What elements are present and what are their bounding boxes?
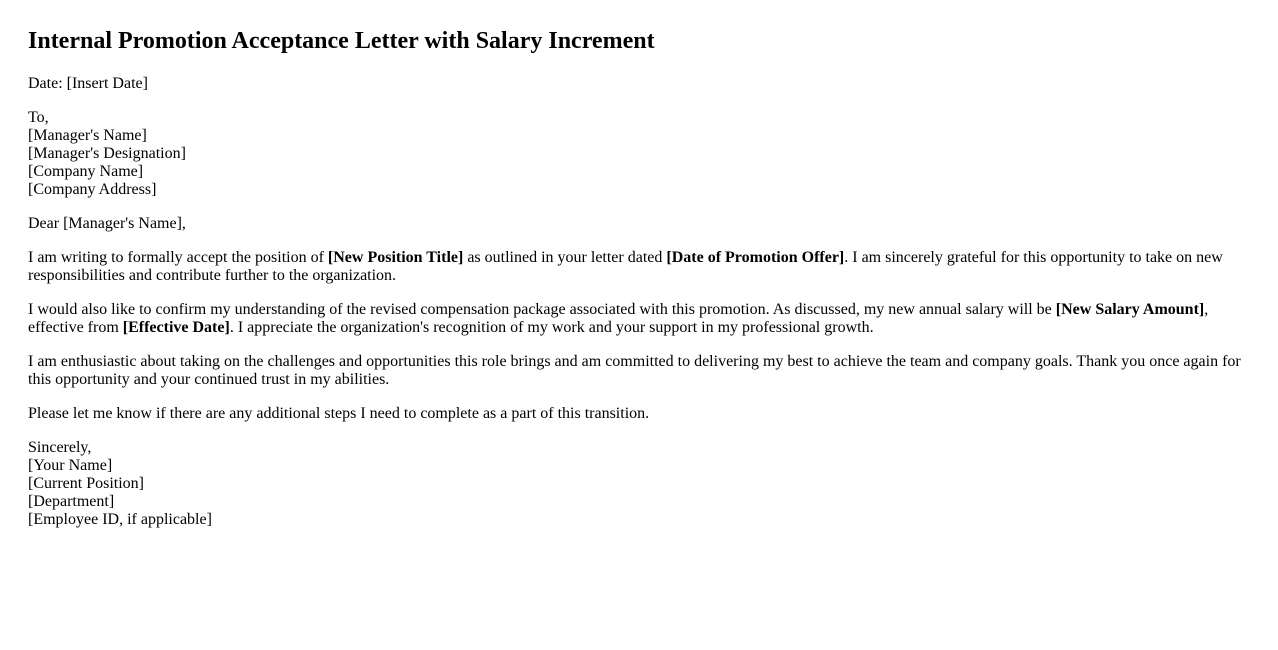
paragraph-text: I am writing to formally accept the position of (28, 249, 328, 266)
closing-block (28, 439, 1250, 529)
recipient-name: [Manager's Name] (28, 127, 147, 144)
paragraph-text: I would also like to confirm my understanding of the revised compensation package associated with this promotion. As discussed, my new annual salary will be (28, 301, 1056, 318)
closing-sincerely: Sincerely, (28, 439, 92, 456)
closing-name: [Your Name] (28, 457, 113, 474)
recipient-address: [Company Address] (28, 181, 157, 198)
promotion-date-placeholder: [Date of Promotion Offer] (666, 249, 845, 266)
new-position-placeholder: [New Position Title] (327, 249, 464, 266)
paragraph-enthusiasm: I am enthusiastic about taking on the challenges and opportunities this role brings and am committed to delivering my best to achieve the team and company goals. Thank you once again for this opportunity and your continued trust in my abilities. (28, 353, 1241, 388)
recipient-designation: [Manager's Designation] (28, 145, 186, 162)
closing-employee-id: [Employee ID, if applicable] (28, 511, 212, 528)
paragraph-text: . I am sincerely grateful for this opportunity to take on new responsibilities and contribute further to the organization. (28, 249, 1223, 284)
salary-placeholder: [New Salary Amount] (1055, 301, 1205, 318)
paragraph-text: , effective from (28, 301, 1209, 336)
paragraph-text: . I appreciate the organization's recognition of my work and your support in my professional growth. (229, 319, 874, 336)
paragraph-next-steps: Please let me know if there are any additional steps I need to complete as a part of this transition. (28, 405, 650, 422)
closing-position: [Current Position] (28, 475, 144, 492)
date-line: Date: [Insert Date] (28, 75, 148, 92)
paragraph-compensation (28, 301, 1250, 337)
recipient-to: To, (28, 109, 49, 126)
letter-title: Internal Promotion Acceptance Letter with Salary Increment (28, 28, 655, 54)
recipient-block (28, 109, 1250, 199)
closing-department: [Department] (28, 493, 115, 510)
recipient-company: [Company Name] (28, 163, 144, 180)
effective-date-placeholder: [Effective Date] (122, 319, 230, 336)
paragraph-acceptance (28, 249, 1250, 285)
salutation: Dear [Manager's Name], (28, 215, 186, 232)
paragraph-text: as outlined in your letter dated (463, 249, 667, 266)
